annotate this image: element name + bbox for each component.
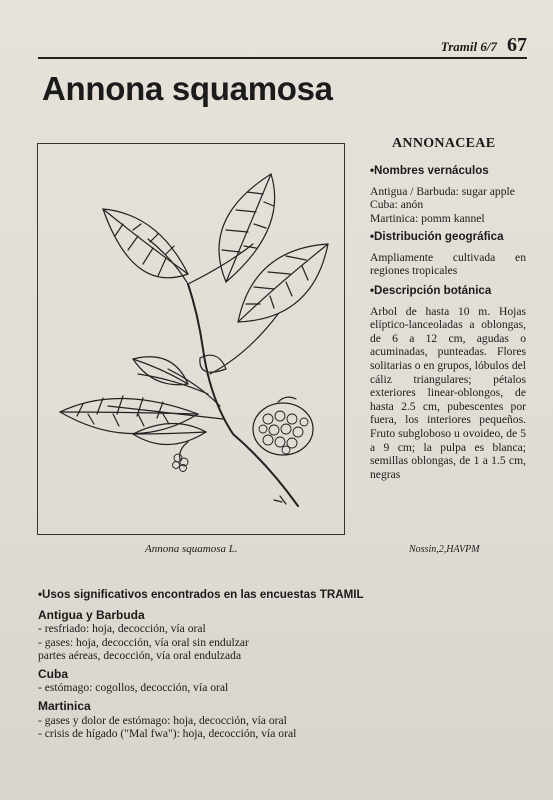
vernacular-section (370, 164, 526, 225)
series-label: Tramil 6/7 (440, 39, 497, 54)
figure-caption: Annona squamosa L. (145, 543, 238, 555)
distribution-text: Ampliamente cultivada en regiones tropicales (370, 250, 526, 278)
vernacular-line: Cuba: anón (370, 198, 424, 212)
botanical-section (370, 284, 526, 481)
botanical-text: Arbol de hasta 10 m. Hojas elíptico-lanceoladas a oblongas, de 6 a 12 cm, agudas o acuminadas, punteadas. Flores solitarias o en grupos, lóbulos del cáliz triangulares; pétalos exteriores linear-oblongos, de hasta 2.5 cm, pubescentes por fuera, los interiores pequeños. Fruto subgloboso u ovoideo, de 5 a 9 cm; la pulpa es blanca; semillas oblongas, de 1 a 1.5 cm, negras (370, 304, 526, 481)
annona-branch-drawing (38, 144, 344, 534)
running-header (441, 34, 527, 57)
uses-group (38, 700, 518, 740)
vernacular-line: Antigua / Barbuda: sugar apple (370, 184, 515, 198)
use-line: partes aéreas, decocción, vía oral endulzada (38, 648, 242, 662)
vernacular-line: Martinica: pomm kannel (370, 211, 485, 225)
distribution-heading: •Distribución geográfica (370, 230, 504, 243)
header-rule (38, 57, 527, 59)
use-line: - gases: hoja, decocción, vía oral sin endulzar (38, 635, 249, 649)
page-number: 67 (507, 34, 527, 56)
group-name: Martinica (38, 699, 91, 714)
uses-group (38, 668, 518, 694)
distribution-section (370, 230, 526, 278)
vernacular-heading: •Nombres vernáculos (370, 164, 489, 177)
use-line: - crisis de hígado ("Mal fwa"): hoja, decocción, vía oral (38, 726, 297, 740)
use-line: - resfriado: hoja, decocción, vía oral (38, 622, 206, 636)
family-name: ANNONACEAE (392, 136, 496, 151)
group-name: Cuba (38, 667, 68, 682)
uses-section (38, 588, 518, 746)
use-line: - estómago: cogollos, decocción, vía oral (38, 681, 229, 695)
use-line: - gases y dolor de estómago: hoja, decocción, vía oral (38, 713, 287, 727)
page-title: Annona squamosa (42, 70, 333, 107)
plant-illustration (37, 143, 345, 535)
group-name: Antigua y Barbuda (38, 608, 145, 623)
botanical-heading: •Descripción botánica (370, 284, 492, 297)
uses-group (38, 609, 518, 662)
uses-heading: •Usos significativos encontrados en las encuestas TRAMIL (38, 588, 364, 601)
figure-credit: Nossin,2,HAVPM (409, 544, 480, 555)
